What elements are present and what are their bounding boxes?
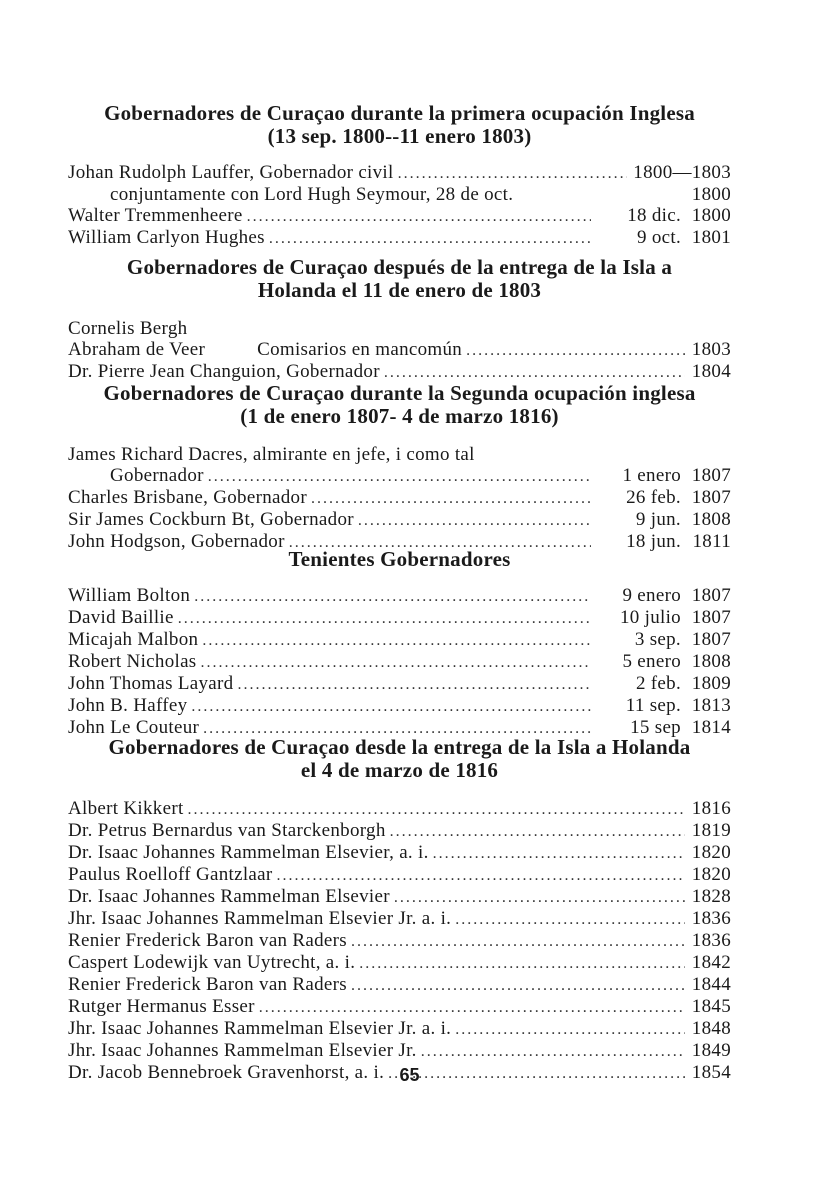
governor-name: Renier Frederick Baron van Raders [68, 930, 347, 951]
governor-date: 18 dic. [627, 205, 681, 226]
governor-year: 1849 [691, 1040, 731, 1061]
governor-date: 26 feb. [626, 487, 681, 508]
governor-name: Dr. Isaac Johannes Rammelman Elsevier [68, 886, 390, 907]
section-second-british-occupation [68, 382, 731, 553]
governor-name: John B. Haffey [68, 695, 188, 716]
governor-date: 9 oct. [636, 227, 681, 248]
governor-year: 1809 [691, 673, 731, 694]
list-item [68, 339, 731, 361]
dot-leader [421, 1041, 685, 1062]
governor-date: 10 julio [620, 607, 681, 628]
governor-year: 1800—1803 [633, 162, 731, 183]
governor-year: 1819 [691, 820, 731, 841]
list-item [68, 361, 731, 383]
dot-leader [394, 887, 685, 908]
governor-year: 1807 [691, 629, 731, 650]
list-item [68, 162, 731, 184]
governor-name: Jhr. Isaac Johannes Rammelman Elsevier Jr. [68, 1040, 417, 1061]
governor-year: 1828 [691, 886, 731, 907]
governor-year: 1800 [691, 184, 731, 205]
governor-date: 15 sep [630, 717, 681, 738]
governor-name: David Baillie [68, 607, 174, 628]
list-item [68, 444, 731, 465]
section-dutch-handover-1816 [68, 736, 731, 1084]
section-heading: Gobernadores de Curaçao desde la entrega de la Isla a Holanda [108, 735, 691, 759]
governor-list [68, 798, 731, 1084]
governor-name: Micajah Malbon [68, 629, 199, 650]
dot-leader [351, 931, 685, 952]
governor-year: 1813 [691, 695, 731, 716]
section-heading: Gobernadores de Curaçao durante la Segunda ocupación inglesa [103, 381, 696, 405]
governor-date: 18 jun. [626, 531, 681, 552]
dot-leader [259, 997, 685, 1018]
governor-year: 1844 [691, 974, 731, 995]
list-item [68, 798, 731, 820]
list-item [68, 629, 731, 651]
governor-name: Jhr. Isaac Johannes Rammelman Elsevier Jr. a. i. [68, 1018, 452, 1039]
list-item [68, 695, 731, 717]
governor-name: Cornelis Bergh [68, 318, 188, 339]
governor-name: Johan Rudolph Lauffer, Gobernador civil [68, 162, 394, 183]
governor-year: 1811 [692, 531, 731, 552]
dot-leader [269, 228, 591, 249]
list-item [68, 227, 731, 249]
list-item [68, 930, 731, 952]
section-dutch-handover-1803 [68, 256, 731, 383]
governor-year: 1807 [691, 487, 731, 508]
governor-name: Walter Tremmenheere [68, 205, 243, 226]
governor-year: 1801 [691, 227, 731, 248]
list-item [68, 465, 731, 487]
governor-date: 5 enero [622, 651, 681, 672]
governor-year: 1836 [691, 930, 731, 951]
governor-name: Rutger Hermanus Esser [68, 996, 255, 1017]
dot-leader [208, 466, 591, 487]
governor-year: 1842 [691, 952, 731, 973]
dot-leader [202, 630, 591, 651]
governor-date: 9 enero [622, 585, 681, 606]
governor-year: 1800 [691, 205, 731, 226]
list-item [68, 487, 731, 509]
governor-year: 1820 [691, 864, 731, 885]
governor-list [68, 585, 731, 739]
list-item [68, 820, 731, 842]
list-item [68, 318, 731, 339]
governor-name: John Thomas Layard [68, 673, 234, 694]
governor-year: 1854 [691, 1062, 731, 1083]
page-number: 65 [399, 1065, 420, 1085]
governor-name: John Hodgson, Gobernador [68, 531, 285, 552]
commissioners-note: Comisarios en mancomún [257, 339, 463, 360]
section-heading: Gobernadores de Curaçao después de la entrega de la Isla a [126, 255, 673, 279]
list-item [68, 886, 731, 908]
governor-name: Charles Brisbane, Gobernador [68, 487, 307, 508]
dot-leader [191, 696, 591, 717]
governor-year: 1814 [691, 717, 731, 738]
list-item [68, 952, 731, 974]
governor-year: 1807 [691, 607, 731, 628]
dot-leader [201, 652, 591, 673]
list-item [68, 1018, 731, 1040]
governor-name: Paulus Roelloff Gantzlaar [68, 864, 273, 885]
governor-year: 1836 [691, 908, 731, 929]
dot-leader [466, 340, 685, 361]
dot-leader [247, 206, 591, 227]
governor-year: 1803 [691, 339, 731, 360]
list-item [68, 205, 731, 227]
governor-name: William Bolton [68, 585, 191, 606]
section-heading: Gobernadores de Curaçao durante la primera ocupación Inglesa [104, 101, 695, 125]
list-item [68, 184, 731, 205]
governor-name: Dr. Jacob Bennebroek Gravenhorst, a. i. [68, 1062, 385, 1083]
dot-leader [178, 608, 591, 629]
list-item [68, 651, 731, 673]
list-item [68, 842, 731, 864]
governor-date: 3 sep. [634, 629, 681, 650]
dot-leader [311, 488, 591, 509]
section-subheading: el 4 de marzo de 1816 [300, 758, 499, 782]
list-item [68, 974, 731, 996]
section-heading: Tenientes Gobernadores [288, 547, 511, 571]
section-subheading: Holanda el 11 de enero de 1803 [257, 278, 542, 302]
dot-leader [358, 510, 591, 531]
dot-leader [384, 362, 685, 383]
governor-name: John Le Couteur [68, 717, 200, 738]
governor-name: Dr. Isaac Johannes Rammelman Elsevier, a. i. [68, 842, 429, 863]
governor-name: conjuntamente con Lord Hugh Seymour, 28 de oct. [110, 184, 514, 205]
governor-year: 1804 [691, 361, 731, 382]
dot-leader [194, 586, 591, 607]
governor-list [68, 162, 731, 249]
governor-name: Dr. Petrus Bernardus van Starckenborgh [68, 820, 386, 841]
list-item [68, 509, 731, 531]
section-subheading: (1 de enero 1807- 4 de marzo 1816) [240, 404, 559, 428]
dot-leader [237, 674, 591, 695]
dot-leader [359, 953, 685, 974]
governor-name: Renier Frederick Baron van Raders [68, 974, 347, 995]
governor-year: 1807 [691, 465, 731, 486]
dot-leader [188, 799, 685, 820]
dot-leader [351, 975, 685, 996]
governor-name: Dr. Pierre Jean Changuion, Gobernador [68, 361, 380, 382]
section-first-british-occupation [68, 102, 731, 249]
governor-list [68, 318, 731, 383]
governor-name: Abraham de Veer [68, 339, 206, 360]
governor-name: Sir James Cockburn Bt, Gobernador [68, 509, 354, 530]
list-item [68, 1040, 731, 1062]
section-subheading: (13 sep. 1800--11 enero 1803) [267, 124, 532, 148]
governor-date: 11 sep. [625, 695, 681, 716]
dot-leader [390, 821, 685, 842]
list-item [68, 585, 731, 607]
section-lieutenant-governors [68, 548, 731, 739]
dot-leader [433, 843, 685, 864]
list-item [68, 908, 731, 930]
governor-year: 1820 [691, 842, 731, 863]
dot-leader [277, 865, 686, 886]
governor-year: 1848 [691, 1018, 731, 1039]
governor-name: Caspert Lodewijk van Uytrecht, a. i. [68, 952, 356, 973]
list-item [68, 607, 731, 629]
governor-name: William Carlyon Hughes [68, 227, 265, 248]
governor-year: 1808 [691, 509, 731, 530]
dot-leader [398, 163, 627, 184]
governor-date: 2 feb. [635, 673, 681, 694]
governor-name: Gobernador [110, 465, 204, 486]
governor-name: James Richard Dacres, almirante en jefe, i como tal [68, 444, 475, 465]
list-item [68, 996, 731, 1018]
governor-year: 1808 [691, 651, 731, 672]
governor-date: 1 enero [622, 465, 681, 486]
governor-name: Robert Nicholas [68, 651, 197, 672]
list-item [68, 673, 731, 695]
governor-year: 1816 [691, 798, 731, 819]
governor-date: 9 jun. [635, 509, 681, 530]
governor-name: Jhr. Isaac Johannes Rammelman Elsevier Jr. a. i. [68, 908, 452, 929]
governor-list [68, 444, 731, 553]
dot-leader [455, 1019, 685, 1040]
governor-name: Albert Kikkert [68, 798, 184, 819]
dot-leader [455, 909, 685, 930]
governor-year: 1807 [691, 585, 731, 606]
list-item [68, 864, 731, 886]
governor-year: 1845 [691, 996, 731, 1017]
